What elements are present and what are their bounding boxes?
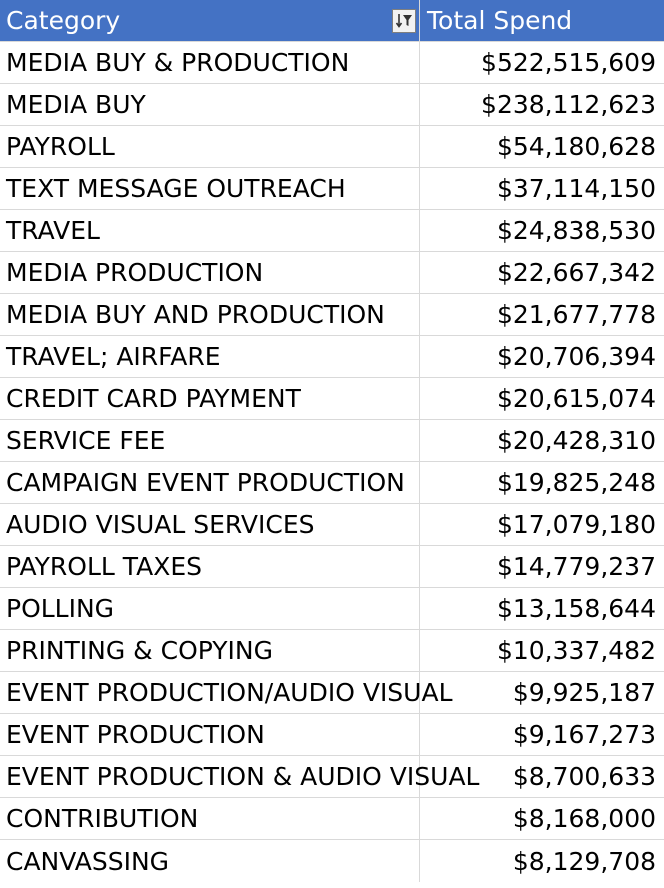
table-row [0, 714, 664, 756]
category-cell[interactable]: TRAVEL; AIRFARE [0, 336, 420, 377]
total-spend-cell[interactable]: $14,779,237 [496, 552, 656, 581]
category-cell[interactable]: PAYROLL [0, 126, 420, 167]
table-row [0, 210, 664, 252]
category-cell[interactable]: MEDIA BUY [0, 84, 420, 125]
total-spend-cell[interactable]: $19,825,248 [496, 468, 656, 497]
sort-filter-button[interactable] [392, 9, 416, 33]
category-cell[interactable]: SERVICE FEE [0, 420, 420, 461]
data-rows [0, 42, 664, 882]
header-row [0, 0, 664, 42]
table-row [0, 294, 664, 336]
category-cell[interactable]: MEDIA BUY & PRODUCTION [0, 42, 420, 83]
table-row [0, 168, 664, 210]
total-spend-cell[interactable]: $20,428,310 [496, 426, 656, 455]
total-spend-header-cell[interactable] [420, 0, 664, 41]
total-spend-cell[interactable]: $10,337,482 [496, 636, 656, 665]
total-spend-cell[interactable]: $8,168,000 [512, 804, 656, 833]
total-spend-cell[interactable]: $22,667,342 [496, 258, 656, 287]
category-cell[interactable]: POLLING [0, 588, 420, 629]
total-spend-cell[interactable]: $9,167,273 [512, 720, 656, 749]
total-spend-cell[interactable]: $37,114,150 [496, 174, 656, 203]
table-row [0, 588, 664, 630]
total-spend-cell[interactable]: $9,925,187 [512, 678, 656, 707]
category-cell[interactable]: EVENT PRODUCTION [0, 714, 420, 755]
table-row [0, 252, 664, 294]
category-cell[interactable]: TEXT MESSAGE OUTREACH [0, 168, 420, 209]
category-cell[interactable]: AUDIO VISUAL SERVICES [0, 504, 420, 545]
category-header-label: Category [6, 6, 121, 35]
category-cell[interactable]: TRAVEL [0, 210, 420, 251]
total-spend-cell[interactable]: $24,838,530 [496, 216, 656, 245]
category-cell[interactable]: MEDIA BUY AND PRODUCTION [0, 294, 420, 335]
table-row [0, 336, 664, 378]
table-row [0, 462, 664, 504]
table-row [0, 630, 664, 672]
category-cell[interactable]: PAYROLL TAXES [0, 546, 420, 587]
table-row [0, 420, 664, 462]
total-spend-cell[interactable]: $8,700,633 [512, 762, 656, 791]
category-cell[interactable]: EVENT PRODUCTION/AUDIO VISUAL [0, 672, 420, 713]
table-row [0, 504, 664, 546]
table-row [0, 756, 664, 798]
total-spend-cell[interactable]: $8,129,708 [512, 846, 656, 876]
table-row [0, 126, 664, 168]
table-row [0, 840, 664, 882]
category-cell[interactable]: CANVASSING [0, 840, 420, 882]
table-row [0, 798, 664, 840]
table-row [0, 378, 664, 420]
total-spend-cell[interactable]: $20,706,394 [496, 342, 656, 371]
total-spend-cell[interactable]: $21,677,778 [496, 300, 656, 329]
total-spend-cell[interactable]: $20,615,074 [496, 384, 656, 413]
total-spend-cell[interactable]: $238,112,623 [481, 90, 656, 119]
table-row [0, 84, 664, 126]
category-cell[interactable]: PRINTING & COPYING [0, 630, 420, 671]
category-header-cell[interactable] [0, 0, 420, 41]
total-spend-cell[interactable]: $522,515,609 [481, 48, 656, 77]
category-cell[interactable]: EVENT PRODUCTION & AUDIO VISUAL [0, 756, 420, 797]
category-cell[interactable]: CAMPAIGN EVENT PRODUCTION [0, 462, 420, 503]
category-cell[interactable]: MEDIA PRODUCTION [0, 252, 420, 293]
total-spend-header-label: Total Spend [427, 6, 573, 35]
sort-filter-icon [395, 12, 413, 30]
category-cell[interactable]: CREDIT CARD PAYMENT [0, 378, 420, 419]
total-spend-cell[interactable]: $17,079,180 [496, 510, 656, 539]
table-row [0, 672, 664, 714]
category-cell[interactable]: CONTRIBUTION [0, 798, 420, 839]
table-row [0, 546, 664, 588]
table-row [0, 42, 664, 84]
total-spend-cell[interactable]: $13,158,644 [496, 594, 656, 623]
total-spend-cell[interactable]: $54,180,628 [496, 132, 656, 161]
